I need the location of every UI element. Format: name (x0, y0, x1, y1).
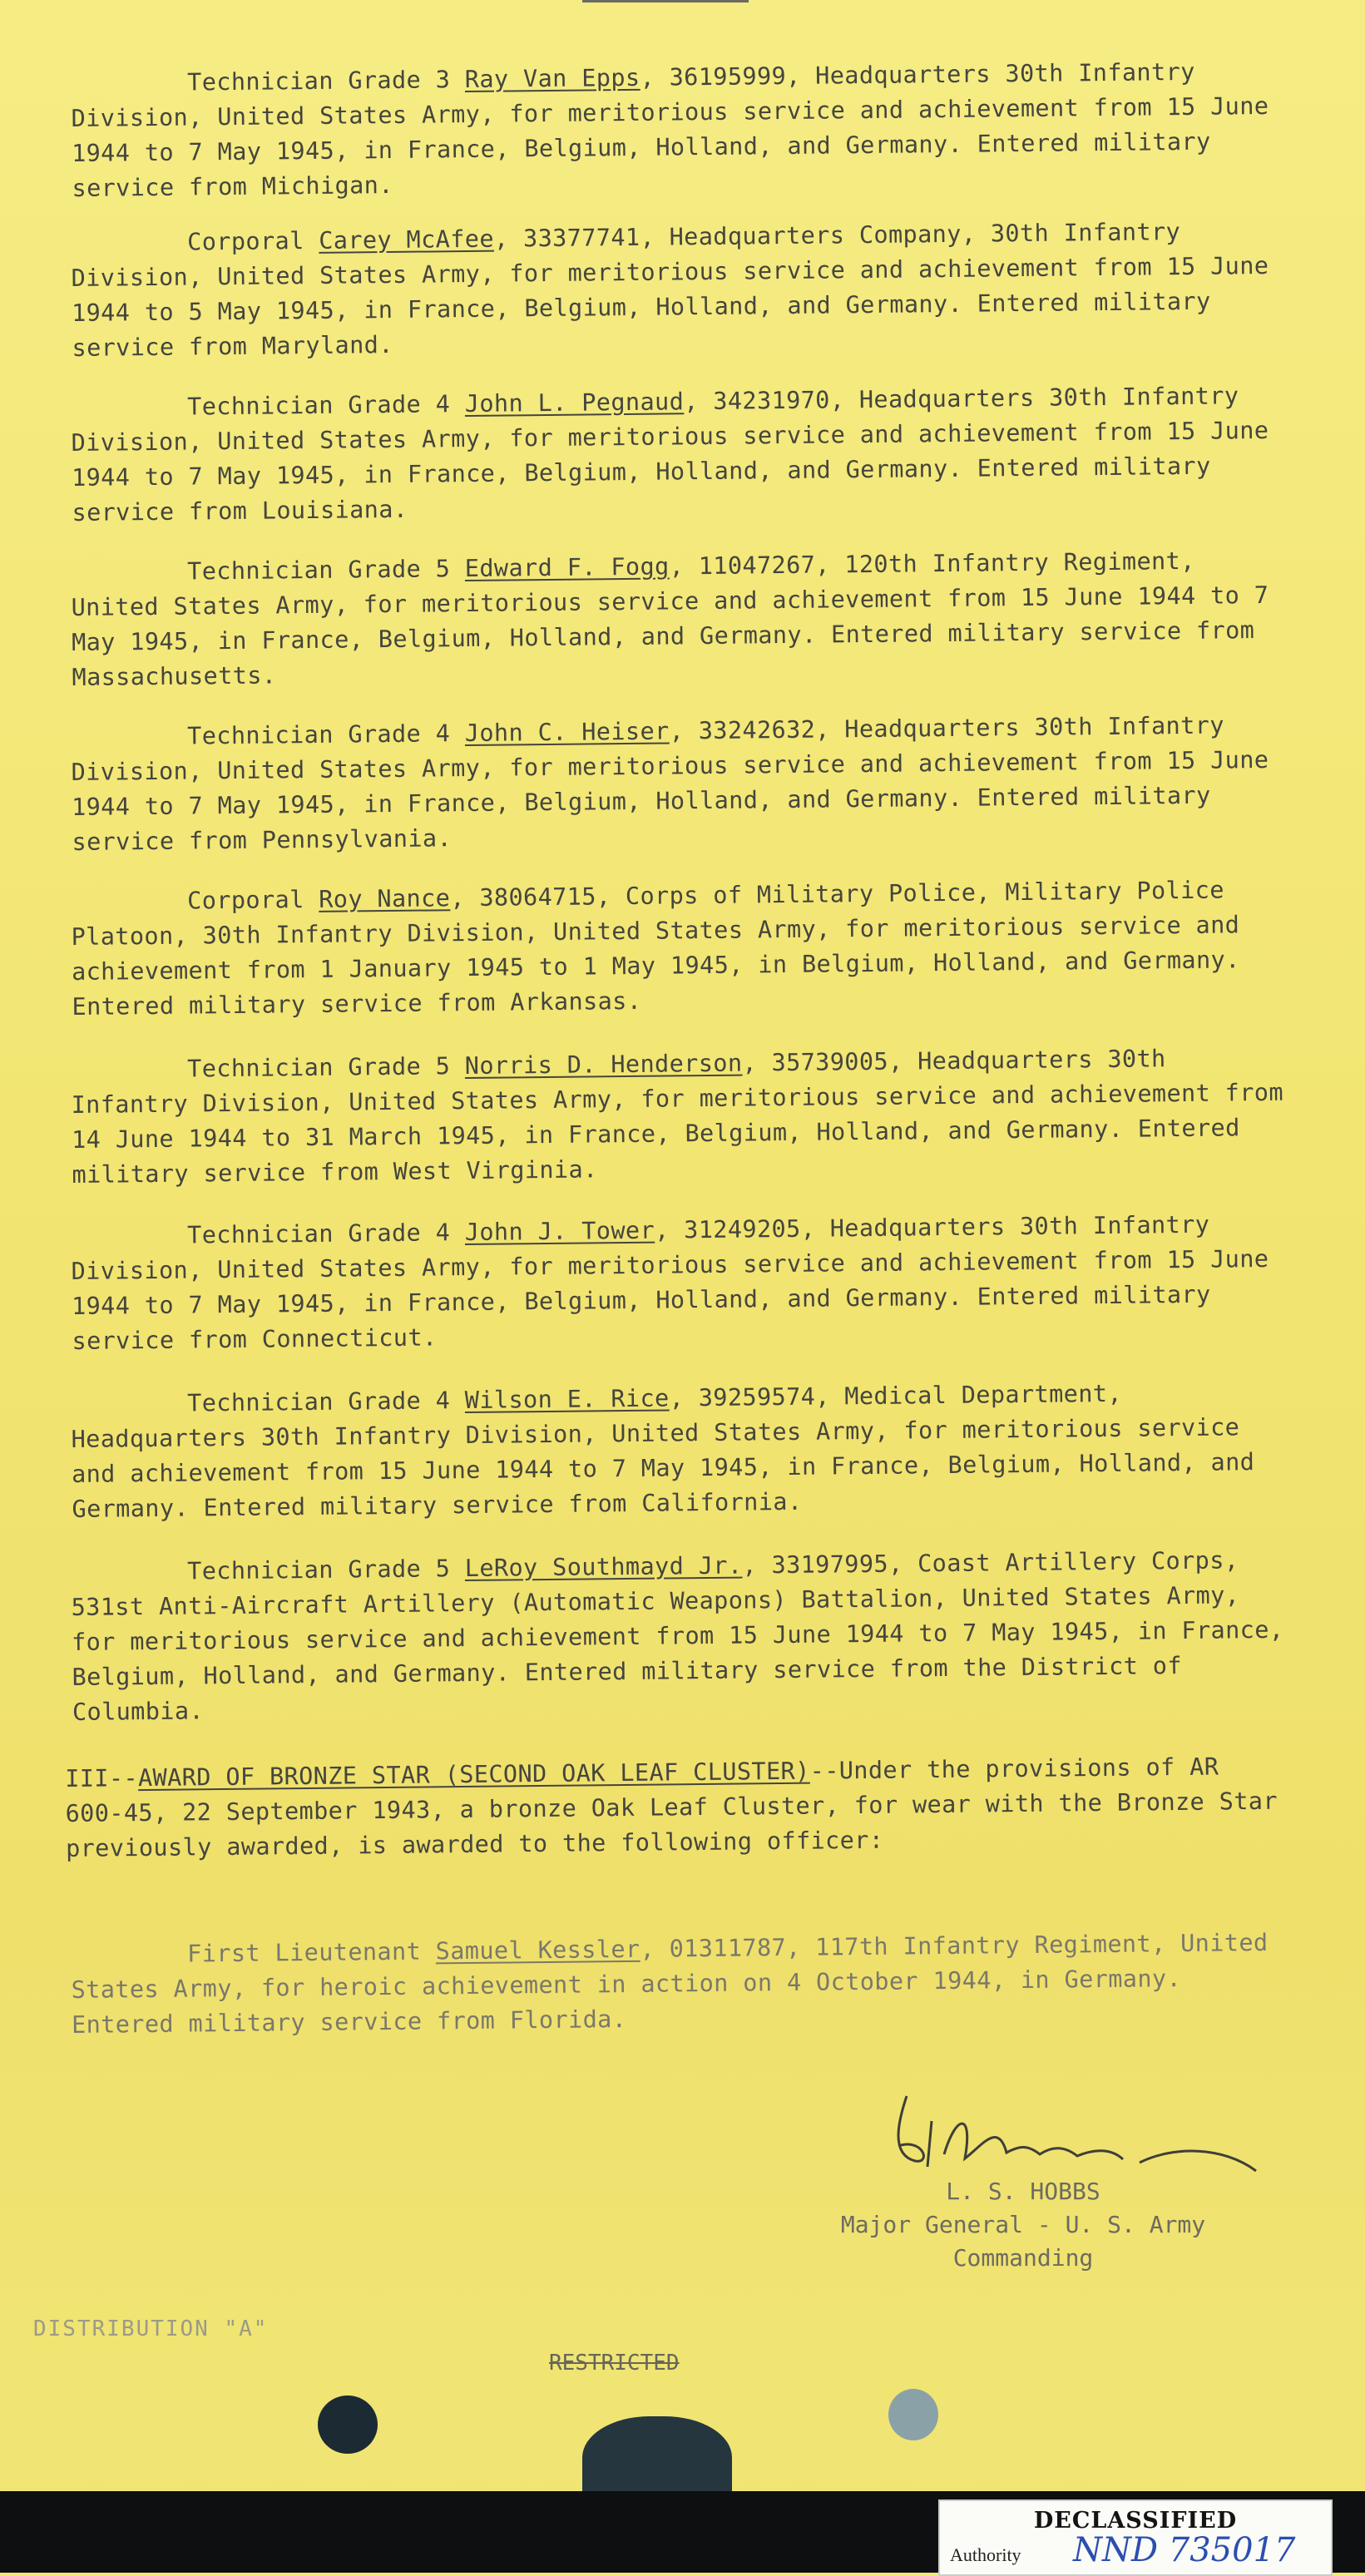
citation-rank: Technician Grade 3 (187, 66, 451, 96)
officer-citation-paragraph (71, 1926, 1294, 2043)
citation-rank: Corporal (187, 886, 304, 915)
citation-name: LeRoy Southmayd Jr. (464, 1551, 743, 1583)
citation-name: Wilson E. Rice (464, 1384, 670, 1415)
signer-name: L. S. HOBBS (946, 2178, 1100, 2205)
citation-name: Samuel Kessler (435, 1935, 640, 1965)
citation-name: Edward F. Fogg (464, 552, 670, 583)
citation-rank: Corporal (187, 227, 304, 256)
signer-title: Major General - U. S. Army (840, 2211, 1206, 2238)
citation-rank: Technician Grade 5 (187, 555, 451, 586)
citation-paragraph-8 (71, 1207, 1295, 1359)
citation-rank: Technician Grade 5 (187, 1555, 451, 1585)
citation-rank: Technician Grade 4 (187, 1219, 451, 1249)
citation-name: John J. Tower (464, 1216, 655, 1247)
declassified-stamp (938, 2499, 1333, 2576)
citation-body: , 33377741, Headquarters Company, 30th Infantry Division, United States Army, for meritorious service and achievement from 15 June 1944 to 5 May 1945, in France, Belgium, Holland, and Germany. Entered military service from Maryland. (71, 218, 1269, 362)
citation-paragraph-9 (71, 1375, 1295, 1527)
citation-name: Ray Van Epps (464, 63, 640, 94)
section-iii-paragraph (65, 1749, 1288, 1866)
citation-paragraph-6 (71, 873, 1295, 1025)
distribution-label: DISTRIBUTION "A" (33, 2316, 269, 2341)
restricted-marking: RESTRICTED (549, 2351, 680, 2376)
section-heading: AWARD OF BRONZE STAR (SECOND OAK LEAF CLUSTER) (137, 1757, 810, 1792)
citation-body: , 33242632, Headquarters 30th Infantry Division, United States Army, for meritorious service and achievement from 15 June 1944 to 7 May 1945, in France, Belgium, Holland, and Germany. Entered military service from Pennsylvania. (71, 711, 1269, 856)
citation-body: , 39259574, Medical Department, Headquarters 30th Infantry Division, United States Army, for meritorious service and achievement from 15 June 1944 to 7 May 1945, in France, Belgium, Holland, and Germany. Entered military service from California. (71, 1379, 1255, 1523)
citation-body: , 33197995, Coast Artillery Corps, 531st Anti-Aircraft Artillery (Automatic Weapons) Battalion, United States Army, for meritorious service and achievement from 15 June 1944 to 7 May 1945, in France, Belgium, Holland, and Germany. Entered military service from the District of Columbia. (71, 1546, 1284, 1726)
signature-block (774, 2175, 1273, 2275)
citation-rank: First Lieutenant (187, 1937, 422, 1968)
citation-paragraph-1 (71, 54, 1295, 206)
signer-role: Commanding (952, 2244, 1094, 2272)
citation-paragraph-10 (71, 1543, 1295, 1730)
citation-body: , 35739005, Headquarters 30th Infantry Division, United States Army, for meritorious service and achievement from 14 June 1944 to 31 March 1945, in France, Belgium, Holland, and Germany. Entered military service from West Virginia. (71, 1045, 1284, 1189)
citation-paragraph-2 (71, 214, 1295, 366)
citation-body: , 31249205, Headquarters 30th Infantry Division, United States Army, for meritorious service and achievement from 15 June 1944 to 7 May 1945, in France, Belgium, Holland, and Germany. Entered military service from Connecticut. (71, 1210, 1269, 1355)
citation-rank: Technician Grade 4 (187, 719, 451, 750)
punch-hole (888, 2389, 938, 2440)
section-text: --Under the provisions of AR 600-45, 22 September 1943, a bronze Oak Leaf Cluster, for wear with the Bronze Star previously awarded, is awarded to the following officer: (65, 1753, 1278, 1862)
citation-name: John L. Pegnaud (464, 388, 685, 418)
declassified-authority-value: NND 735017 (1073, 2531, 1296, 2569)
citation-name: Roy Nance (319, 884, 451, 913)
top-edge-mark (582, 0, 749, 11)
citation-body: , 36195999, Headquarters 30th Infantry Division, United States Army, for meritorious service and achievement from 15 June 1944 to 7 May 1945, in France, Belgium, Holland, and Germany. Entered military service from Michigan. (71, 57, 1269, 202)
citation-rank: Technician Grade 4 (187, 1387, 451, 1417)
citation-name: John C. Heiser (464, 717, 670, 748)
citation-body: , 34231970, Headquarters 30th Infantry Division, United States Army, for meritorious service and achievement from 15 June 1944 to 7 May 1945, in France, Belgium, Holland, and Germany. Entered military service from Louisiana. (71, 382, 1269, 527)
citation-body: , 11047267, 120th Infantry Regiment, United States Army, for meritorious service and achievement from 15 June 1944 to 7 May 1945, in France, Belgium, Holland, and Germany. Entered military service from Massachusetts. (71, 546, 1269, 691)
declassified-title: DECLASSIFIED (1033, 2508, 1238, 2534)
citation-name: Norris D. Henderson (464, 1049, 743, 1080)
citation-paragraph-7 (71, 1041, 1295, 1193)
citation-body: , 38064715, Corps of Military Police, Military Police Platoon, 30th Infantry Division, United States Army, for meritorious service and achievement from 1 January 1945 to 1 May 1945, in Belgium, Holland, and Germany. Entered military service from Arkansas. (71, 876, 1240, 1021)
handwritten-signature (873, 2063, 1306, 2179)
citation-rank: Technician Grade 5 (187, 1052, 451, 1083)
punch-hole (318, 2396, 378, 2454)
declassified-authority-label: Authority (950, 2544, 1021, 2565)
section-number: III-- (65, 1764, 139, 1792)
citation-body: , 01311787, 117th Infantry Regiment, United States Army, for heroic achievement in action on 4 October 1944, in Germany. Entered military service from Florida. (71, 1928, 1269, 2039)
citation-name: Carey McAfee (319, 225, 495, 255)
citation-paragraph-3 (71, 378, 1295, 531)
citation-paragraph-4 (71, 543, 1295, 695)
citation-rank: Technician Grade 4 (187, 390, 451, 421)
citation-paragraph-5 (71, 708, 1295, 860)
